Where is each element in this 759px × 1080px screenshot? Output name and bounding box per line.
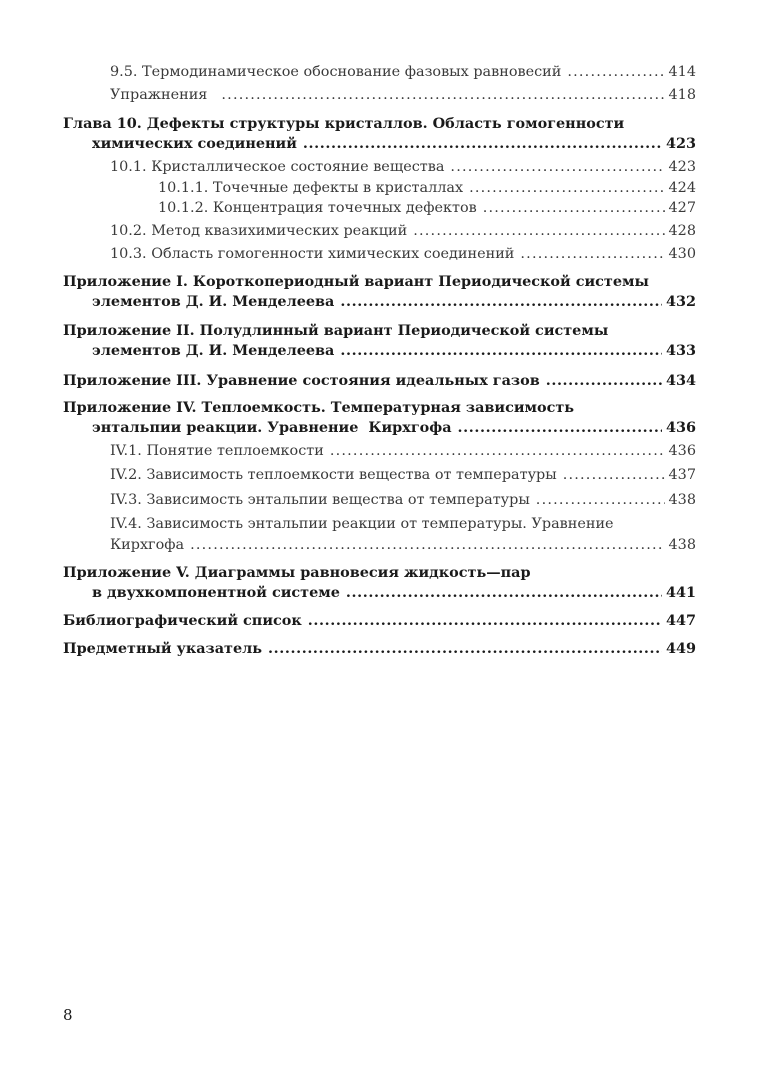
toc-entry-10-1-1[interactable] xyxy=(158,179,696,197)
toc-entry-page: 447 xyxy=(665,612,696,629)
toc-entry-title: 9.5. Термодинамическое обоснование фазовых равновесий xyxy=(110,64,562,80)
toc-entry-page: 432 xyxy=(665,293,696,310)
toc-entry-chapter-10[interactable] xyxy=(92,135,696,153)
toc-entry-title: 10.3. Область гомогенности химических соединений xyxy=(110,246,515,262)
toc-chapter-10-line1[interactable]: Глава 10. Дефекты структуры кристаллов. Область гомогенности xyxy=(63,115,625,132)
toc-entry-10-2[interactable] xyxy=(110,222,696,240)
toc-appendix-5-line1[interactable]: Приложение V. Диаграммы равновесия жидкость—пар xyxy=(63,564,531,581)
toc-entry-appendix-2[interactable] xyxy=(92,342,696,360)
toc-entry-page: 427 xyxy=(668,200,696,216)
toc-entry-title: IV.2. Зависимость теплоемкости вещества от температуры xyxy=(110,467,557,483)
toc-entry-title: энтальпии реакции. Уравнение Кирхгофа xyxy=(92,419,452,436)
dot-leader xyxy=(330,442,665,460)
dot-leader xyxy=(458,419,662,437)
toc-entry-page: 438 xyxy=(668,492,696,508)
dot-leader xyxy=(536,491,665,509)
toc-entry-page: 441 xyxy=(665,584,696,601)
toc-entry-title: элементов Д. И. Менделеева xyxy=(92,342,335,359)
toc-entry-title: Упражнения xyxy=(110,87,208,103)
toc-entry-title: Предметный указатель xyxy=(63,640,263,657)
toc-entry-iv-1[interactable] xyxy=(110,442,696,460)
toc-entry-10-3[interactable] xyxy=(110,245,696,263)
dot-leader xyxy=(340,293,662,311)
toc-entry-appendix-1[interactable] xyxy=(92,293,696,311)
toc-entry-appendix-5[interactable] xyxy=(92,584,696,602)
toc-entry-page: 436 xyxy=(665,419,696,436)
toc-entry-title: в двухкомпонентной системе xyxy=(92,584,340,601)
toc-entry-index[interactable] xyxy=(63,640,696,658)
toc-entry-page: 430 xyxy=(668,246,696,262)
dot-leader xyxy=(340,342,662,360)
dot-leader xyxy=(520,245,664,263)
dot-leader xyxy=(346,584,662,602)
toc-entry-page: 418 xyxy=(668,87,696,103)
toc-entry-title: IV.3. Зависимость энтальпии вещества от температуры xyxy=(110,492,530,508)
toc-entry-page: 436 xyxy=(668,443,696,459)
dot-leader xyxy=(268,640,662,658)
toc-entry-page: 414 xyxy=(668,64,696,80)
toc-entry-iv-2[interactable] xyxy=(110,466,696,484)
toc-entry-iv-4[interactable] xyxy=(110,536,696,554)
dot-leader xyxy=(190,536,664,554)
toc-entry-title: IV.1. Понятие теплоемкости xyxy=(110,443,324,459)
toc-entry-10-1[interactable] xyxy=(110,158,696,176)
dot-leader xyxy=(563,466,665,484)
toc-entry-page: 428 xyxy=(668,223,696,239)
toc-iv-4-line1[interactable]: IV.4. Зависимость энтальпии реакции от температуры. Уравнение xyxy=(110,516,614,532)
toc-entry-appendix-3[interactable] xyxy=(63,372,696,390)
toc-appendix-2-line1[interactable]: Приложение II. Полудлинный вариант Периодической системы xyxy=(63,322,609,339)
toc-entry-page: 433 xyxy=(665,342,696,359)
dot-leader xyxy=(413,222,664,240)
dot-leader xyxy=(469,179,664,197)
toc-entry-title: 10.1.1. Точечные дефекты в кристаллах xyxy=(158,180,464,196)
dot-leader xyxy=(483,199,665,217)
toc-appendix-1-line1[interactable]: Приложение I. Короткопериодный вариант Периодической системы xyxy=(63,273,649,290)
toc-entry-page: 449 xyxy=(665,640,696,657)
toc-entry-title: химических соединений xyxy=(92,135,297,152)
page-number: 8 xyxy=(63,1006,73,1024)
toc-entry-title: Кирхгофа xyxy=(110,537,185,553)
dot-leader xyxy=(308,612,662,630)
dot-leader xyxy=(567,63,664,81)
dot-leader xyxy=(450,158,664,176)
toc-entry-title: элементов Д. И. Менделеева xyxy=(92,293,335,310)
dot-leader xyxy=(546,372,662,390)
toc-entry-page: 423 xyxy=(668,159,696,175)
toc-entry-10-1-2[interactable] xyxy=(158,199,696,217)
toc-entry-title: Библиографический список xyxy=(63,612,302,629)
toc-entry-title: Приложение III. Уравнение состояния идеальных газов xyxy=(63,372,540,389)
toc-entry-appendix-4[interactable] xyxy=(92,419,696,437)
toc-entry-page: 423 xyxy=(665,135,696,152)
toc-entry-9-5[interactable] xyxy=(110,63,696,81)
toc-appendix-4-line1[interactable]: Приложение IV. Теплоемкость. Температурная зависимость xyxy=(63,399,575,416)
toc-entry-page: 438 xyxy=(668,537,696,553)
toc-entry-page: 424 xyxy=(668,180,696,196)
toc-entry-iv-3[interactable] xyxy=(110,491,696,509)
toc-entry-title: 10.1. Кристаллическое состояние вещества xyxy=(110,159,445,175)
toc-entry-page: 437 xyxy=(668,467,696,483)
toc-entry-exercises[interactable] xyxy=(110,86,696,104)
toc-entry-title: 10.1.2. Концентрация точечных дефектов xyxy=(158,200,477,216)
dot-leader xyxy=(303,135,662,153)
toc-entry-page: 434 xyxy=(665,372,696,389)
dot-leader xyxy=(221,86,664,104)
toc-entry-title: 10.2. Метод квазихимических реакций xyxy=(110,223,408,239)
toc-entry-bibliography[interactable] xyxy=(63,612,696,630)
